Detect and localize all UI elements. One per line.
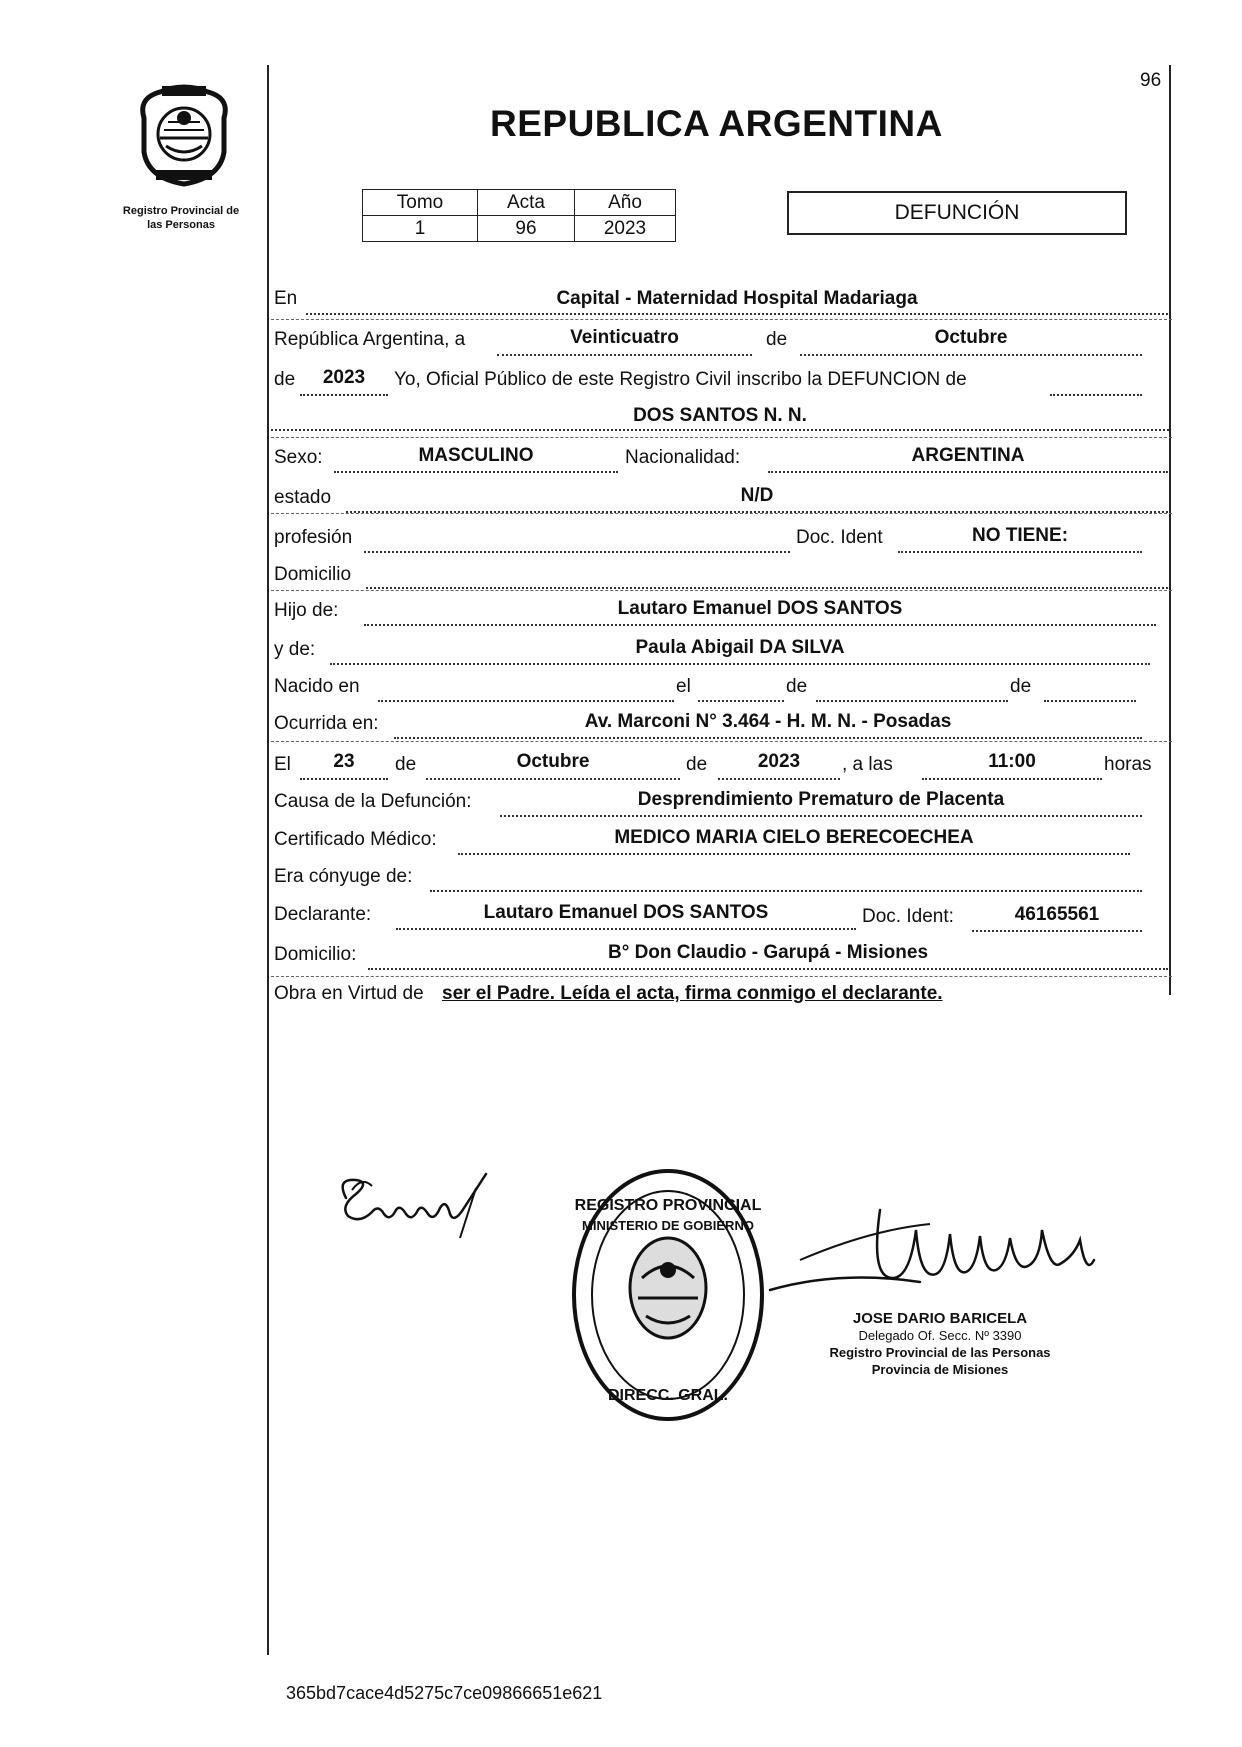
texto-oficial: Yo, Oficial Público de este Registro Civil inscribo la DEFUNCION de bbox=[394, 369, 967, 390]
label-nacionalidad: Nacionalidad: bbox=[625, 447, 741, 468]
dots-sexo bbox=[334, 471, 618, 473]
dots-nacido-de2 bbox=[1044, 700, 1136, 702]
value-decl-doc: 46165561 bbox=[1014, 904, 1100, 925]
dots-conyuge bbox=[430, 890, 1142, 892]
label-de-anio: de bbox=[274, 369, 296, 390]
dots-nacido-de1 bbox=[816, 700, 1008, 702]
value-nombre: DOS SANTOS N. N. bbox=[633, 405, 807, 426]
dots-decl-doc bbox=[972, 930, 1142, 932]
ref-header-anio: Año bbox=[575, 190, 676, 216]
label-nacido-en: Nacido en bbox=[274, 676, 360, 697]
document-hash: 365bd7cace4d5275c7ce09866651e621 bbox=[286, 1683, 603, 1703]
svg-text:REGISTRO PROVINCIAL: REGISTRO PROVINCIAL bbox=[574, 1197, 762, 1214]
label-horas: horas bbox=[1104, 754, 1152, 775]
official-name: JOSE DARIO BARICELA bbox=[852, 1310, 1028, 1327]
agency-line-2: las Personas bbox=[147, 219, 215, 231]
official-agency: Registro Provincial de las Personas bbox=[829, 1345, 1051, 1360]
right-margin-line bbox=[1169, 65, 1171, 995]
dots-hijo-de bbox=[364, 624, 1156, 626]
label-hora-de1: de bbox=[395, 754, 417, 775]
value-anio: 2023 bbox=[322, 367, 366, 388]
label-declarante: Declarante: bbox=[274, 904, 372, 925]
value-sexo: MASCULINO bbox=[418, 445, 534, 466]
dots-profesion bbox=[364, 551, 790, 553]
dots-nacionalidad bbox=[768, 471, 1168, 473]
dots-nombre bbox=[271, 429, 1169, 431]
document-type: DEFUNCIÓN bbox=[787, 191, 1127, 235]
label-a-las: , a las bbox=[842, 754, 893, 775]
dots-domicilio bbox=[366, 587, 1168, 589]
label-hora-de2: de bbox=[686, 754, 708, 775]
ref-header-tomo: Tomo bbox=[363, 190, 478, 216]
row-rule bbox=[271, 590, 1172, 591]
label-doc-ident: Doc. Ident bbox=[796, 527, 883, 548]
label-sexo: Sexo: bbox=[274, 447, 323, 468]
value-obra: ser el Padre. Leída el acta, firma conmigo el declarante. bbox=[442, 983, 943, 1004]
ref-value-acta: 96 bbox=[478, 216, 575, 242]
dots-dia bbox=[497, 354, 752, 356]
label-ocurrida: Ocurrida en: bbox=[274, 713, 379, 734]
value-mes: Octubre bbox=[934, 327, 1008, 348]
dots-ocurrida bbox=[394, 737, 1142, 739]
value-estado: N/D bbox=[740, 485, 774, 506]
dots-decl-domicilio bbox=[368, 968, 1168, 970]
dots-certificado bbox=[458, 853, 1130, 855]
label-y-de: y de: bbox=[274, 639, 316, 660]
row-rule bbox=[271, 319, 1172, 320]
label-causa: Causa de la Defunción: bbox=[274, 791, 472, 812]
official-role: Delegado Of. Secc. Nº 3390 bbox=[858, 1328, 1022, 1343]
label-certificado: Certificado Médico: bbox=[274, 829, 437, 850]
value-declarante: Lautaro Emanuel DOS SANTOS bbox=[483, 902, 769, 923]
label-republica: República Argentina, a bbox=[274, 329, 466, 350]
value-certificado: MEDICO MARIA CIELO BERECOECHEA bbox=[614, 827, 974, 848]
label-domicilio: Domicilio bbox=[274, 564, 352, 585]
dots-doc-ident bbox=[898, 551, 1142, 553]
value-lugar: Capital - Maternidad Hospital Madariaga bbox=[556, 288, 918, 309]
dots-hora-dia bbox=[300, 778, 388, 780]
official-province: Provincia de Misiones bbox=[871, 1362, 1009, 1377]
label-profesion: profesión bbox=[274, 527, 353, 548]
dots-mes bbox=[800, 354, 1142, 356]
label-hijo-de: Hijo de: bbox=[274, 600, 339, 621]
value-doc-ident: NO TIENE: bbox=[971, 525, 1069, 546]
label-en: En bbox=[274, 288, 298, 309]
dots-oficial bbox=[1050, 394, 1142, 396]
misiones-emblem-icon bbox=[130, 78, 238, 188]
dots-causa bbox=[500, 815, 1142, 817]
dots-declarante bbox=[396, 928, 856, 930]
value-hijo-de: Lautaro Emanuel DOS SANTOS bbox=[617, 598, 903, 619]
agency-name bbox=[100, 204, 262, 232]
row-rule bbox=[271, 976, 1172, 977]
value-hora-mes: Octubre bbox=[516, 751, 590, 772]
ref-value-anio: 2023 bbox=[575, 216, 676, 242]
row-rule bbox=[271, 741, 1172, 742]
label-nacido-de2: de bbox=[1010, 676, 1032, 697]
dots-nacido-el bbox=[698, 700, 784, 702]
agency-line-1: Registro Provincial de bbox=[122, 205, 240, 217]
dots-y-de bbox=[330, 663, 1150, 665]
dots-hora bbox=[922, 778, 1102, 780]
row-rule bbox=[271, 513, 1172, 514]
ref-header-acta: Acta bbox=[478, 190, 575, 216]
dots-en bbox=[306, 313, 1168, 315]
value-nacionalidad: ARGENTINA bbox=[911, 445, 1025, 466]
label-de-mes: de bbox=[766, 329, 788, 350]
official-signature bbox=[760, 1190, 1100, 1310]
dots-hora-anio bbox=[718, 778, 840, 780]
dots-hora-mes bbox=[426, 778, 680, 780]
ref-value-tomo: 1 bbox=[363, 216, 478, 242]
declarant-signature bbox=[326, 1168, 516, 1258]
label-conyuge: Era cónyuge de: bbox=[274, 866, 413, 887]
label-decl-domicilio: Domicilio: bbox=[274, 944, 357, 965]
value-decl-domicilio: B° Don Claudio - Garupá - Misiones bbox=[607, 942, 929, 963]
label-decl-doc: Doc. Ident: bbox=[862, 906, 954, 927]
value-y-de: Paula Abigail DA SILVA bbox=[635, 637, 845, 658]
dots-anio bbox=[300, 394, 388, 396]
value-hora-dia: 23 bbox=[333, 751, 355, 772]
left-margin-line bbox=[267, 65, 269, 1655]
label-hora-el: El bbox=[274, 754, 291, 775]
svg-text:DIRECC. GRAL.: DIRECC. GRAL. bbox=[608, 1387, 728, 1404]
label-estado: estado bbox=[274, 487, 332, 508]
label-nacido-de1: de bbox=[786, 676, 808, 697]
page-title: REPUBLICA ARGENTINA bbox=[490, 103, 943, 144]
value-ocurrida: Av. Marconi N° 3.464 - H. M. N. - Posadas bbox=[584, 711, 952, 732]
row-rule bbox=[271, 437, 1172, 438]
page-number: 96 bbox=[1140, 70, 1162, 91]
dots-nacido-en bbox=[378, 700, 674, 702]
value-dia: Veinticuatro bbox=[570, 327, 679, 348]
label-nacido-el: el bbox=[676, 676, 691, 697]
reference-table bbox=[362, 189, 676, 242]
official-seal bbox=[568, 1166, 768, 1424]
value-hora: 11:00 bbox=[988, 751, 1036, 772]
official-signature-block bbox=[800, 1310, 1080, 1378]
label-obra: Obra en Virtud de bbox=[274, 983, 424, 1004]
svg-text:MINISTERIO DE GOBIERNO: MINISTERIO DE GOBIERNO bbox=[582, 1218, 754, 1233]
value-causa: Desprendimiento Prematuro de Placenta bbox=[637, 789, 1005, 810]
value-hora-anio: 2023 bbox=[757, 751, 801, 772]
